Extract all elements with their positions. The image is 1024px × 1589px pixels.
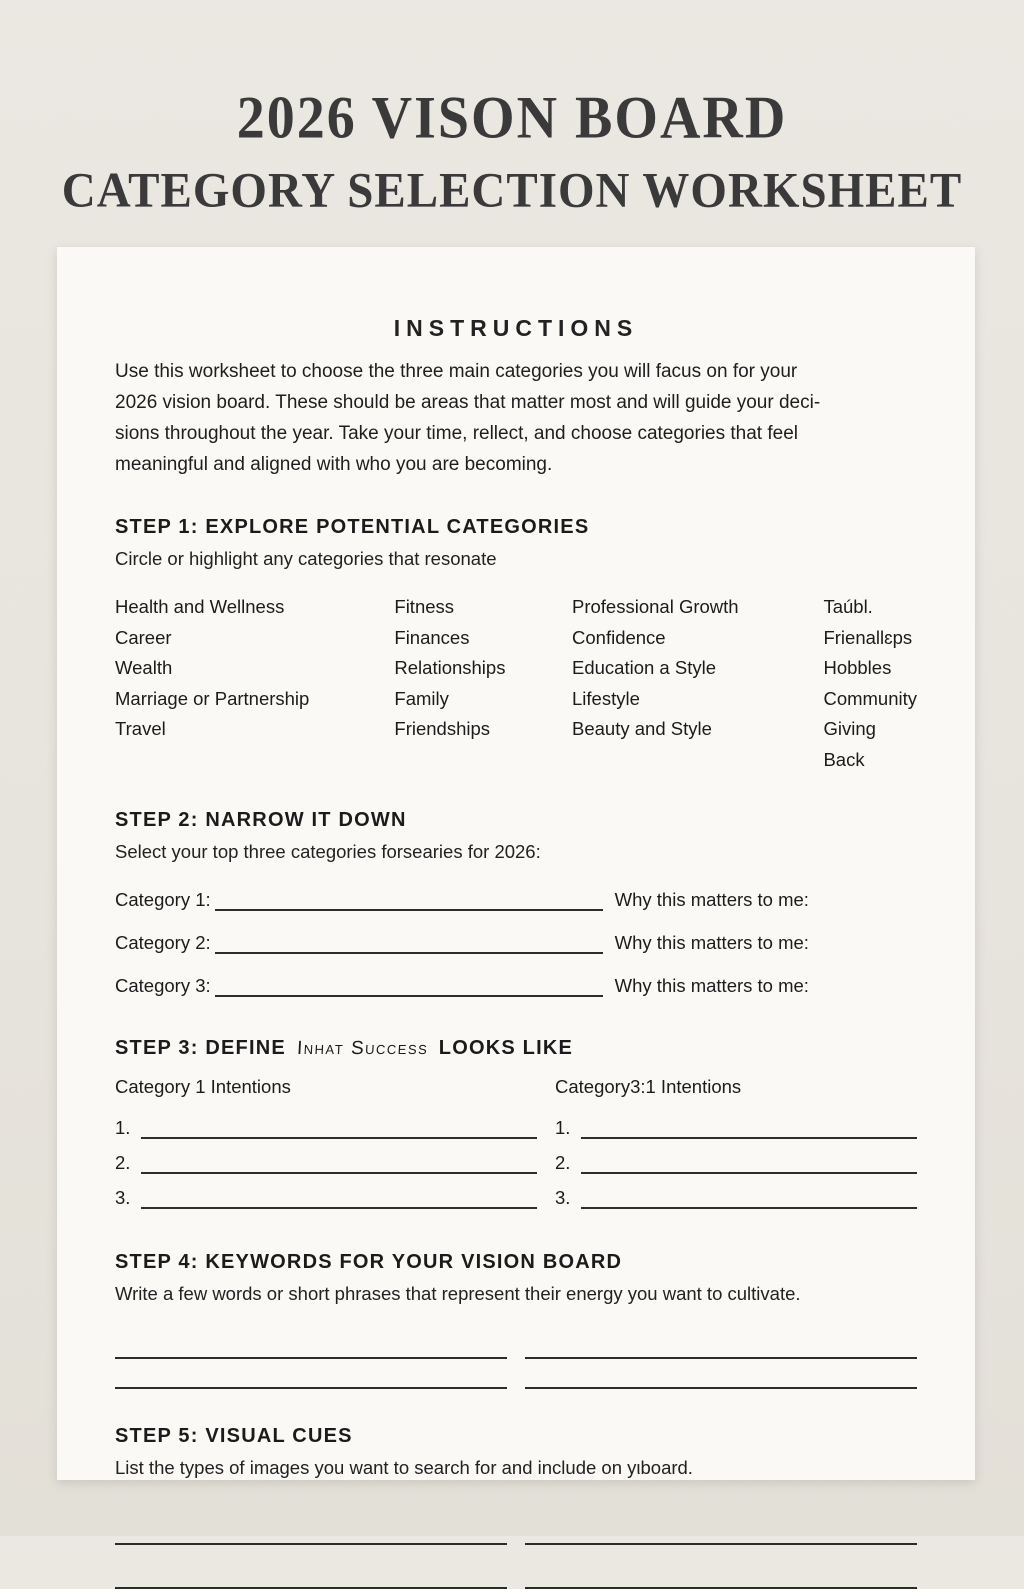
category-column-4 [823, 592, 917, 775]
category-item: Community [823, 687, 918, 709]
visual-cues-line-row-2 [115, 1559, 917, 1589]
category-column-1 [115, 592, 394, 775]
intention-blank-line [141, 1181, 537, 1209]
visual-cues-line-row-1 [115, 1515, 917, 1545]
category2-blank-line [215, 932, 603, 954]
intention-row [555, 1104, 917, 1139]
document-title-line1: 2026 VISON BOARD [236, 84, 788, 152]
category-item: Lifestyle [572, 687, 640, 709]
keywords-blank-line [525, 1359, 917, 1389]
intentions-col2-header: Category3:1 Intentions [555, 1076, 742, 1097]
instructions-line: Use this worksheet to choose the three main categories you will facus on for your [115, 361, 798, 382]
category-item: Taúbl. [823, 596, 873, 617]
keywords-line-row-2 [115, 1359, 917, 1389]
intention-row [555, 1139, 917, 1174]
category-item: Health and Wellness [115, 596, 285, 617]
step4-heading: STEP 4: KEYWORDS FOR YOUR VISION BOARD [115, 1251, 623, 1273]
instructions-line: 2026 vision board. These should be areas that matter most and will guide your deci- [115, 392, 821, 413]
instructions-line: meaningful and aligned with who you are becoming. [115, 454, 553, 475]
instructions-heading: INSTRUCTIONS [393, 315, 639, 341]
category2-why-label: Why this matters to me: [614, 932, 809, 953]
step3-heading-prefix: STEP 3: DEFINE [115, 1037, 286, 1059]
intention-number: 3. [115, 1187, 131, 1208]
category-item: Fitness [394, 596, 455, 617]
intention-row [115, 1104, 555, 1139]
category-item: Career [115, 626, 172, 648]
document-title-line2: CATEGORY SELECTION WORKSHEET [61, 163, 963, 219]
step1-subtitle: Circle or highlight any categories that resonate [115, 548, 497, 569]
category-column-2 [394, 592, 572, 775]
keywords-blank-line [115, 1329, 507, 1359]
keywords-blank-line [115, 1359, 507, 1389]
category-item: Friendships [394, 718, 491, 739]
intention-number: 3. [555, 1187, 571, 1208]
category-select-row-1 [115, 887, 917, 911]
category1-why-label: Why this matters to me: [614, 889, 809, 910]
intention-number: 1. [555, 1117, 571, 1138]
worksheet-sheet [57, 247, 975, 1480]
step3-heading-odd-text: Inhat Success [296, 1038, 429, 1059]
intention-blank-line [141, 1111, 537, 1139]
keywords-blank-line [525, 1329, 917, 1359]
instructions-line: sions throughout the year. Take your time, rellect, and choose categories that feel [115, 423, 798, 444]
category1-label: Category 1: [115, 889, 211, 910]
category-item: Education a Style [572, 657, 716, 678]
visual-cues-blank-line [115, 1515, 507, 1545]
intentions-columns [115, 1076, 917, 1209]
step2-subtitle: Select your top three categories forsearies for 2026: [115, 841, 541, 862]
category-item: Travel [115, 718, 166, 739]
intentions-col1-header: Category 1 Intentions [115, 1076, 291, 1097]
intention-row [115, 1139, 555, 1174]
keywords-line-row-1 [115, 1329, 917, 1359]
visual-cues-blank-line [525, 1515, 917, 1545]
intention-row [115, 1174, 555, 1209]
category2-label: Category 2: [115, 932, 211, 953]
category-item: Family [394, 687, 449, 709]
category-item: Marriage or Partnership [115, 687, 310, 709]
category-select-row-2 [115, 930, 917, 954]
category-grid [115, 592, 917, 775]
step3-heading-suffix: LOOKS LIKE [438, 1037, 574, 1059]
category-item: Beauty and Style [572, 718, 712, 739]
visual-cues-blank-line [115, 1559, 507, 1589]
intention-blank-line [141, 1146, 537, 1174]
category-item: Giving Back [823, 718, 876, 770]
intention-number: 1. [115, 1117, 131, 1138]
category3-blank-line [215, 975, 603, 997]
category-item: Finances [394, 626, 470, 648]
intentions-column-1 [115, 1076, 555, 1209]
category-item: Wealth [115, 657, 173, 678]
category-item: Professional Growth [572, 596, 739, 617]
category-item: Frienallɛps [823, 626, 913, 648]
category-select-row-3 [115, 973, 917, 997]
intention-number: 2. [555, 1152, 571, 1173]
visual-cues-blank-line [525, 1559, 917, 1589]
step5-heading: STEP 5: VISUAL CUES [115, 1425, 353, 1447]
category3-why-label: Why this matters to me: [614, 975, 809, 996]
category-item: Hobbles [823, 657, 892, 678]
category-item: Relationships [394, 657, 506, 678]
intention-blank-line [581, 1181, 917, 1209]
category-item: Confidence [572, 626, 666, 648]
category-column-3 [572, 592, 823, 775]
document-title-block [0, 86, 1024, 218]
intention-row [555, 1174, 917, 1209]
intention-blank-line [581, 1146, 917, 1174]
intentions-column-2 [555, 1076, 917, 1209]
step5-subtitle: List the types of images you want to search for and include on yιboard. [115, 1457, 693, 1478]
intention-blank-line [581, 1111, 917, 1139]
step2-heading: STEP 2: NARROW IT DOWN [115, 809, 407, 831]
step3-heading [115, 1037, 917, 1060]
category1-blank-line [215, 889, 603, 911]
step1-heading: STEP 1: EXPLORE POTENTIAL CATEGORIES [115, 516, 590, 538]
step4-subtitle: Write a few words or short phrases that represent their energy you want to cultivate. [115, 1283, 801, 1304]
instructions-paragraph [115, 356, 917, 480]
category3-label: Category 3: [115, 975, 211, 996]
intention-number: 2. [115, 1152, 131, 1173]
